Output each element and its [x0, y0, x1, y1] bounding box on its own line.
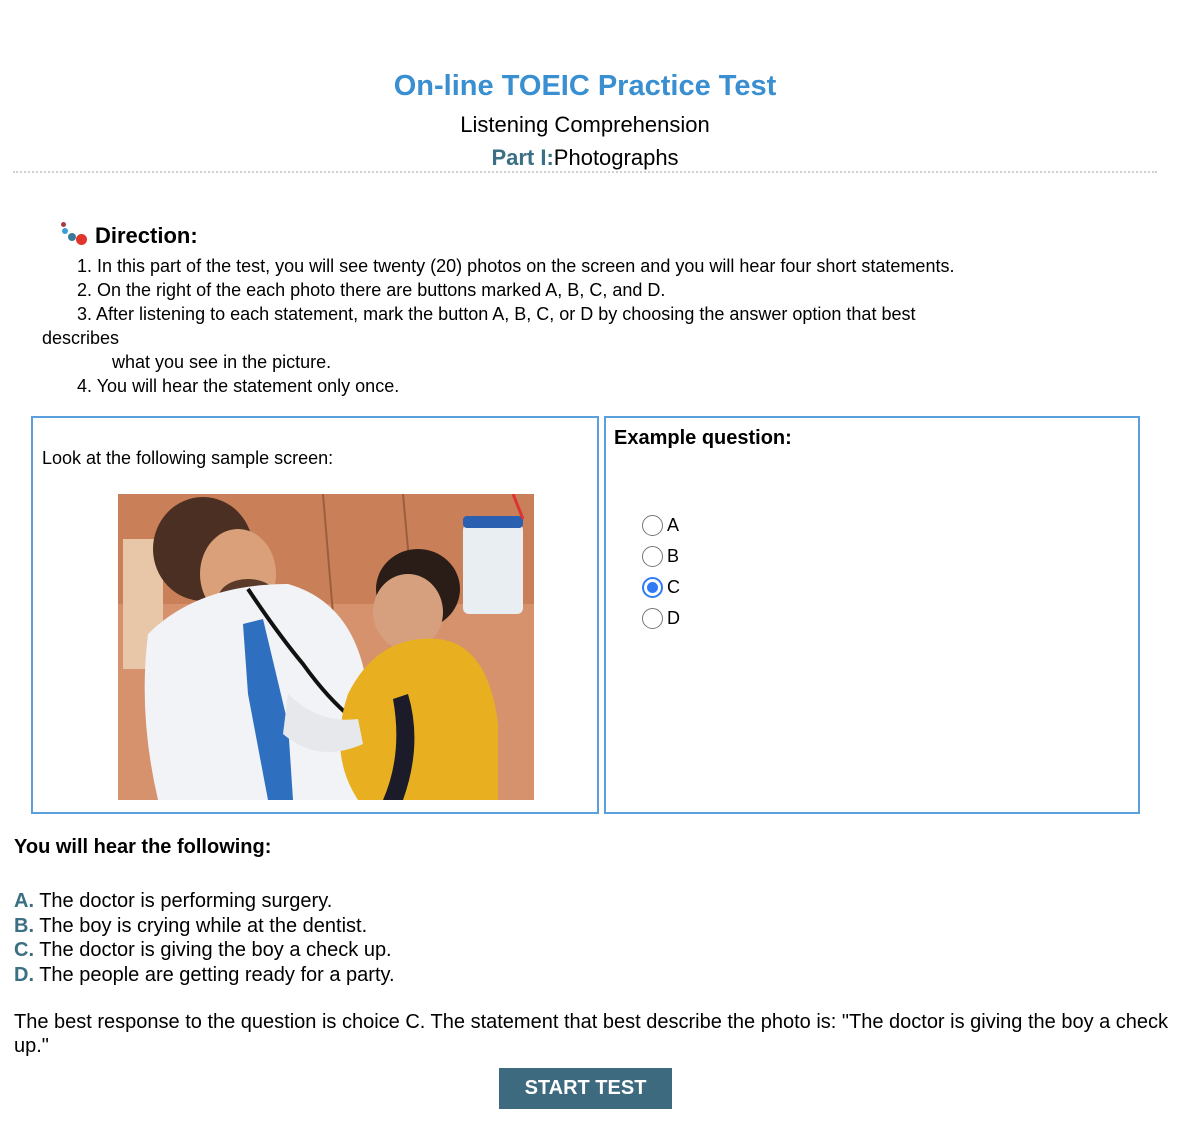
- example-question-panel: [604, 416, 1140, 814]
- hear-heading: You will hear the following:: [14, 836, 272, 858]
- option-label: C: [667, 577, 680, 597]
- option-c[interactable]: [642, 572, 680, 603]
- statement-item: [14, 889, 395, 914]
- start-test-button[interactable]: START TEST: [499, 1068, 672, 1109]
- statement-item: [14, 938, 395, 963]
- statement-item: [14, 963, 395, 988]
- statement-text: The doctor is performing surgery.: [34, 890, 333, 912]
- direction-title: Direction:: [95, 223, 198, 248]
- page-title: On-line TOEIC Practice Test: [393, 70, 777, 102]
- direction-heading: [58, 222, 198, 250]
- doctor-boy-photo: [118, 494, 534, 800]
- example-question-label: Example question:: [614, 427, 792, 449]
- direction-item: 1. In this part of the test, you will see twenty (20) photos on the screen and you will hear four short statements.: [77, 256, 955, 276]
- part-name: Photographs: [553, 145, 679, 170]
- statement-letter: C.: [14, 939, 34, 961]
- radio-d[interactable]: [642, 608, 663, 629]
- sample-photo: [118, 494, 534, 800]
- radio-c[interactable]: [642, 577, 663, 598]
- option-label: A: [667, 515, 680, 535]
- statement-letter: D.: [14, 963, 34, 986]
- page-subtitle: Listening Comprehension: [460, 112, 710, 137]
- sample-label: Look at the following sample screen:: [42, 448, 334, 468]
- direction-item: 4. You will hear the statement only once.: [77, 376, 400, 396]
- dotted-divider: [13, 171, 1157, 173]
- direction-item-continued: what you see in the picture.: [112, 352, 332, 372]
- option-d[interactable]: [642, 603, 680, 634]
- direction-item: 2. On the right of the each photo there are buttons marked A, B, C, and D.: [77, 280, 666, 300]
- colored-dots-bullet-icon: [58, 222, 92, 250]
- direction-item-wrap: describes: [42, 328, 120, 348]
- part-heading: [0, 145, 1170, 171]
- answer-options: [642, 510, 680, 634]
- sample-screen-panel: [31, 416, 599, 814]
- radio-a[interactable]: [642, 515, 663, 536]
- statement-letter: B.: [14, 914, 34, 937]
- statement-text: The doctor is giving the boy a check up.: [34, 939, 392, 961]
- part-label: Part I:: [491, 145, 554, 170]
- option-a[interactable]: [642, 510, 680, 541]
- statement-text: The boy is crying while at the dentist.: [34, 914, 368, 937]
- statement-text: The people are getting ready for a party.: [34, 963, 395, 986]
- statement-list: [14, 889, 395, 987]
- answer-explanation: The best response to the question is choice C. The statement that best describe the photo is: "The doctor is giving the boy a check up.": [14, 1011, 1169, 1057]
- statement-letter: A.: [14, 890, 34, 912]
- option-label: B: [667, 546, 680, 566]
- statement-item: [14, 914, 395, 939]
- direction-item: 3. After listening to each statement, mark the button A, B, C, or D by choosing the answer option that best: [77, 304, 916, 324]
- option-label: D: [667, 608, 680, 628]
- radio-b[interactable]: [642, 546, 663, 567]
- direction-list: [42, 254, 1142, 398]
- option-b[interactable]: [642, 541, 680, 572]
